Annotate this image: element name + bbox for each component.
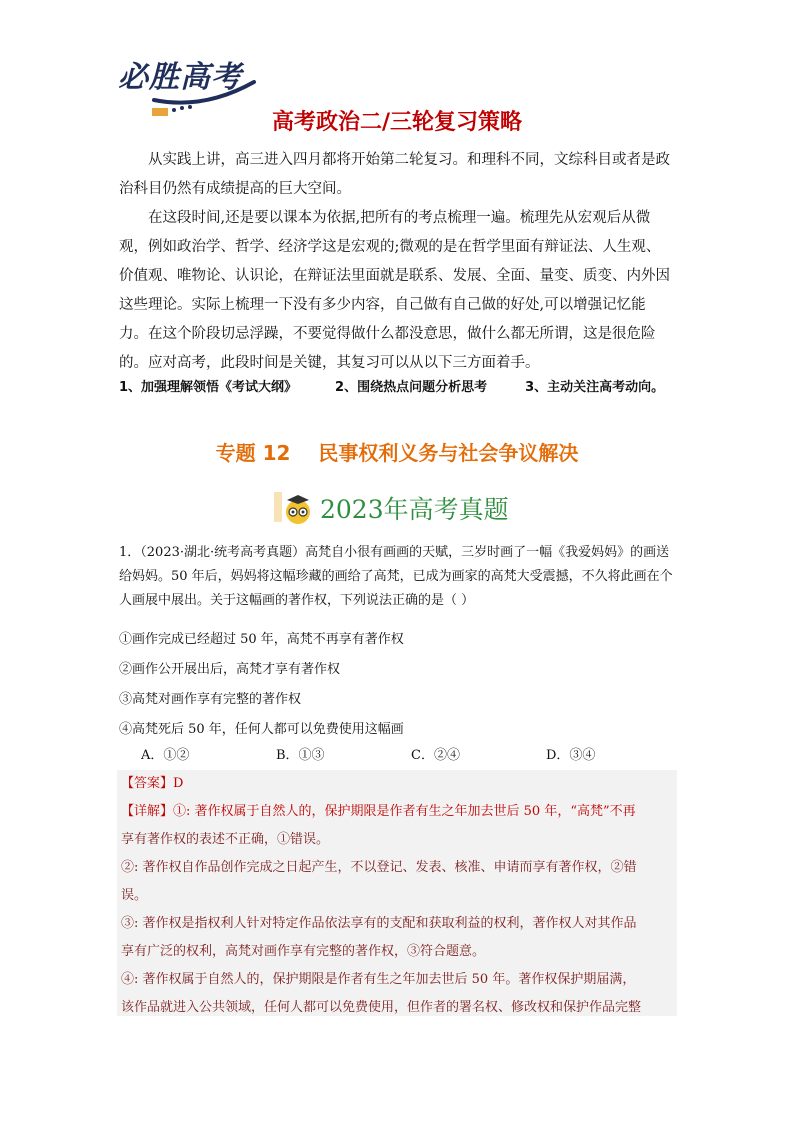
question-stem: 1．（2023·湖北·统考高考真题）高梵自小很有画画的天赋，三岁时画了一幅《我爱妈妈》的画送给妈妈。50 年后，妈妈将这幅珍藏的画给了高梵，已成为画家的高梵大受震撼，不久将此画在个人画展中展出。关于这幅画的著作权，下列说法正确的是（ ）	[119, 545, 673, 608]
choice-c: C．②④	[411, 748, 460, 763]
choice-a: A．①②	[141, 748, 190, 763]
topic-heading: 专题 12 民事权利义务与社会争议解决	[215, 441, 579, 465]
review-tips	[119, 376, 679, 395]
detail-text-1: ①: 著作权属于自然人的，保护期限是作者有生之年加去世后 50 年，“高梵”不再	[173, 804, 636, 819]
answer-choices	[141, 744, 681, 763]
exam-banner-title: 2023年高考真题	[320, 495, 509, 524]
exam-banner	[274, 488, 509, 528]
detail-line-8: 该作品就进入公共领域，任何人都可以免费使用，但作者的署名权、修改权和保护作品完整	[121, 1000, 642, 1015]
detail-line-4: 误。	[121, 888, 148, 903]
detail-line-6: 享有广泛的权利，高梵对画作享有完整的著作权，③符合题意。	[121, 944, 486, 959]
answer-label: 【答案】	[121, 776, 174, 791]
intro-paragraph-3: 在这个阶段切忌浮躁，不要觉得做什么都没意思，做什么都无所谓，这是很危险的。应对高考，此段时间是关键，其复习可以从以下三方面着手。	[119, 326, 656, 371]
page-title: 高考政治二/三轮复习策略	[271, 110, 523, 135]
choice-d: D．③④	[546, 748, 596, 763]
detail-label: 【详解】	[121, 804, 174, 819]
owl-mascot-icon	[274, 490, 314, 526]
detail-line-7: ④: 著作权属于自然人的，保护期限是作者有生之年加去世后 50 年。著作权保护期届满，	[121, 972, 636, 987]
tip-3: 3、主动关注高考动向。	[525, 380, 665, 395]
choice-b: B．①③	[276, 748, 325, 763]
question-option-1: ①画作完成已经超过 50 年，高梵不再享有著作权	[119, 632, 404, 647]
detail-line-3: ②: 著作权自作品创作完成之日起产生，不以登记、发表、核准、申请而享有著作权，②错	[121, 860, 637, 875]
detail-line-1	[121, 798, 677, 826]
tip-2: 2、围绕热点问题分析思考	[335, 380, 488, 395]
detail-line-2: 享有著作权的表述不正确，①错误。	[121, 832, 330, 847]
question-option-4: ④高梵死后 50 年，任何人都可以免费使用这幅画	[119, 722, 404, 737]
detail-line-5: ③: 著作权是指权利人针对特定作品依法享有的支配和获取利益的权利，著作权人对其作品	[121, 916, 637, 931]
answer-line	[121, 770, 677, 798]
tip-1: 1、加强理解领悟《考试大纲》	[119, 380, 298, 395]
question-option-3: ③高梵对画作享有完整的著作权	[119, 692, 302, 707]
logo-text: 必胜高考	[118, 60, 242, 95]
question-option-2: ②画作公开展出后，高梵才享有著作权	[119, 662, 341, 677]
intro-paragraph-1: 从实践上讲，高三进入四月都将开始第二轮复习。和理科不同，文综科目或者是政治科目仍然有成绩提高的巨大空间。	[119, 152, 670, 197]
intro-paragraph-2: 在这段时间,还是要以课本为依据,把所有的考点梳理一遍。梳理先从宏观后从微观，例如政治学、哲学、经济学这是宏观的;微观的是在哲学里面有辩证法、人生观、价值观、唯物论、认识论，在辩证法里面就是联系、发展、全面、量变、质变、内外因这些理论。实际上梳理一下没有多少内容，自己做有自己做的好处,可以增强记忆能力。	[119, 210, 670, 342]
answer-value: D	[173, 776, 184, 791]
